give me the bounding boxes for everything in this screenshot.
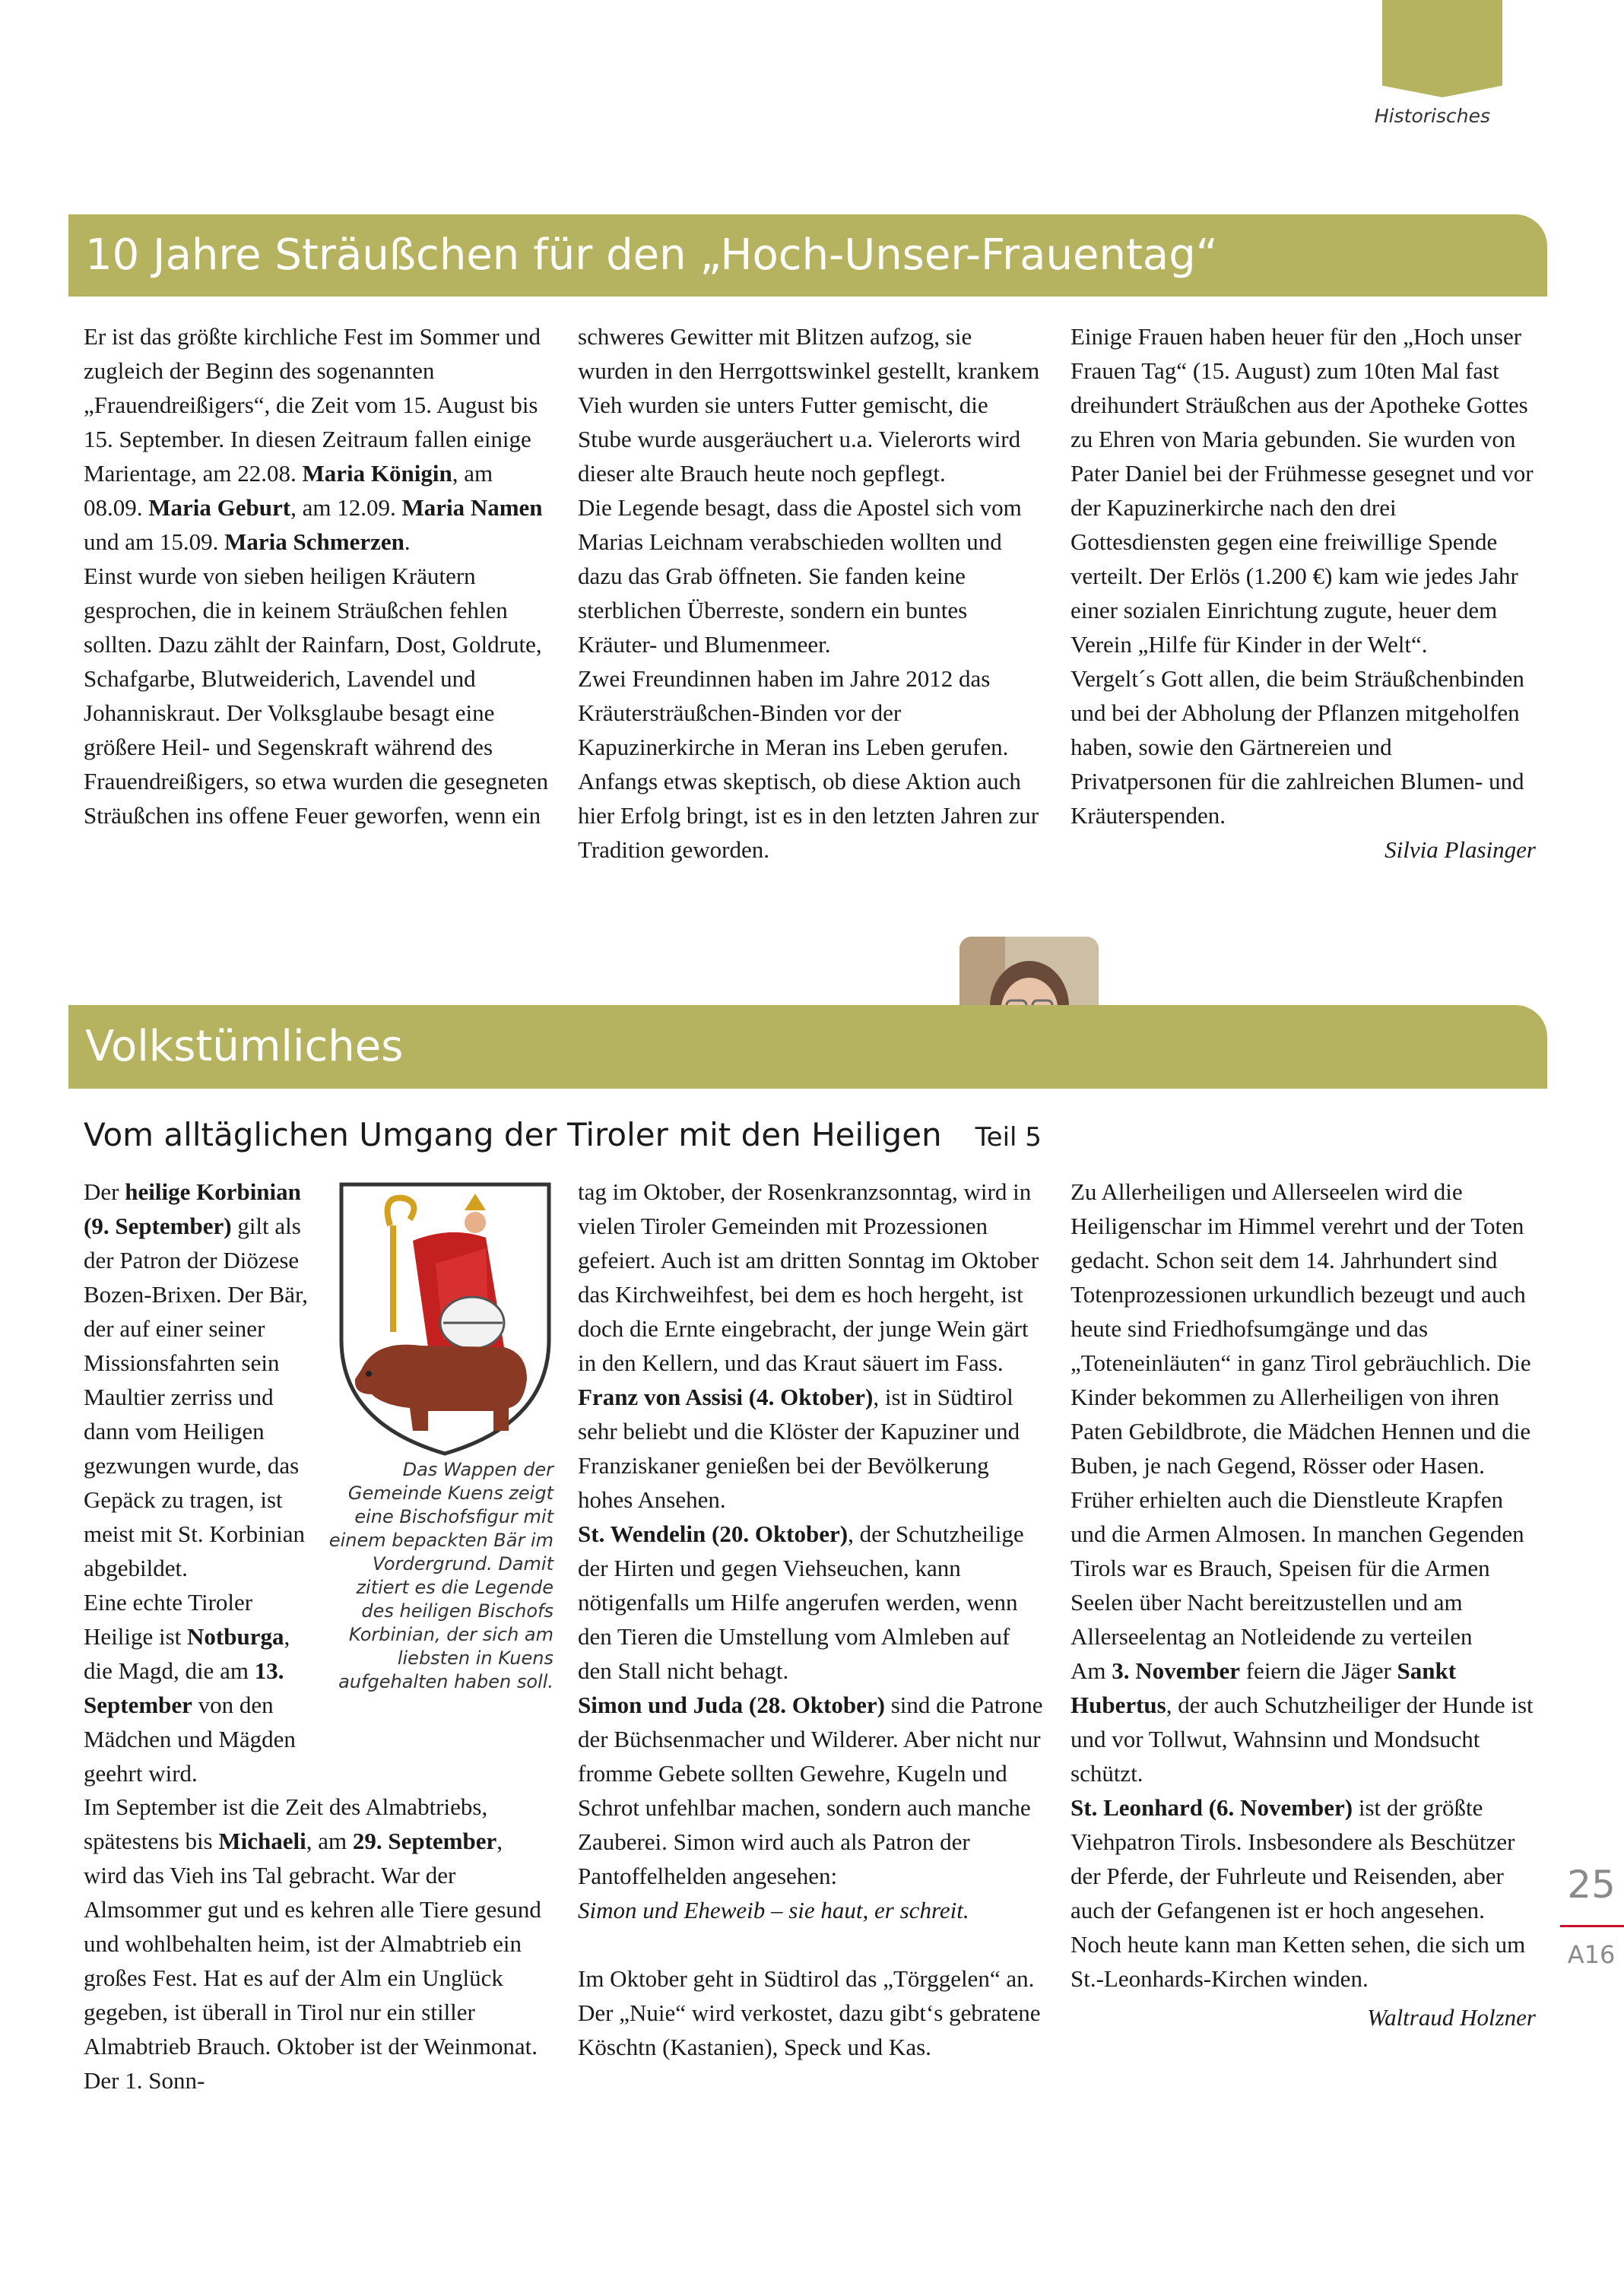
text-run: Einige Frauen haben heuer für den „Hoch unser Frauen Tag“ (15. August) zum 10ten Mal fast dreihundert Sträußchen aus der Apotheke Gottes zu Ehren von Maria gebunden. Sie wurden von Pater Daniel bei der Frühmesse gesegnet und vor der Kapuzinerkirche nach den drei Gottesdiensten gegen eine freiwillige Spende verteilt. Der Erlös (1.200 €) kam wie jedes Jahr einer sozialen Einrichtung zugute, heuer dem Verein „Hilfe für Kinder in der Welt“. — [1071, 323, 1534, 658]
article1-banner — [68, 214, 1547, 296]
coat-of-arms-caption: Das Wappen der Gemeinde Kuens zeigt eine Bischofsfigur mit einem bepackten Bär im Vordergrund. Damit zitiert es die Legende des heiligen Bischofs Korbinian, der sich am liebsten in Kuens aufgehalten haben soll. — [328, 1459, 553, 1692]
bold-run: heilige Korbinian (9. September) — [84, 1178, 301, 1239]
bold-run: 29. September — [352, 1828, 497, 1854]
text-run: , der Schutzheilige der Hirten und gegen Viehseuchen, kann nötigenfalls um Hilfe angerufen werden, wenn den Tieren die Umstellung vom Almleben auf den Stall nicht behagt. — [578, 1521, 1024, 1684]
text-run: Einst wurde von sieben heiligen Kräutern gesprochen, die in keinem Sträußchen fehlen sollten. Dazu zählt der Rainfarn, Dost, Goldrute, Schafgarbe, Blutweiderich, Lavendel und Johanniskraut. Der Volksglaube besagt eine größere Heil- und Segenskraft während des Frauendreißigers, so etwa wurden die gesegneten Sträußchen ins offene Feuer geworfen, wenn ein — [84, 563, 549, 829]
text-run: Im Oktober geht in Südtirol das „Törggelen“ an. Der „Nuie“ wird verkostet, dazu gibt‘s gebratene Köschtn (Kastanien), Speck und Kas. — [578, 1965, 1041, 2060]
bold-run: St. Leonhard (6. November) — [1071, 1794, 1353, 1821]
bold-run: 3. November — [1112, 1657, 1240, 1684]
bold-run: Michaeli — [218, 1828, 306, 1854]
text-run: sind die Patrone der Büchsenmacher und Wilderer. Aber nicht nur fromme Gebete sollten Gewehre, Kugeln und Schrot unfehlbar machen, sondern auch manche Zauberei. Simon wird auch als Patron der Pantoffelhelden angesehen: — [578, 1692, 1043, 1889]
article2-column-1-wide — [84, 1790, 549, 2098]
text-run: Der — [84, 1178, 125, 1205]
article1-signature: Silvia Plasinger — [1385, 836, 1536, 863]
text-run: und am 15.09. — [84, 528, 225, 555]
article1-column-2-text — [578, 319, 1043, 867]
bold-run: Franz von Assisi (4. Oktober) — [578, 1384, 874, 1410]
article2-title: Volkstümliches — [85, 1022, 404, 1071]
page-code: A16 — [1567, 1940, 1616, 1969]
article1-column-3-text — [1071, 319, 1536, 832]
text-run: Im September ist die Zeit des Almabtriebs, spätestens bis — [84, 1793, 488, 1854]
text-run: , der auch Schutzheiliger der Hunde ist und vor Tollwut, Wahnsinn und Mondsucht schützt. — [1071, 1692, 1534, 1787]
article2-column-2 — [578, 1175, 1043, 2064]
bold-run: Sankt Hubertus — [1071, 1657, 1457, 1718]
bold-run: Maria Namen — [401, 494, 543, 521]
bold-run: Maria Geburt — [148, 494, 291, 521]
text-run: ist der größte Viehpatron Tirols. Insbesondere als Beschützer der Pferde, der Fuhrleute und Reisenden, aber auch der Gefangenen ist er hoch angesehen. Noch heute kann man Ketten sehen, die sich um St.-Leonhards-Kirchen winden. — [1071, 1794, 1526, 1992]
text-run: Zwei Freundinnen haben im Jahre 2012 das Kräutersträußchen-Binden vor der Kapuzinerkirche in Meran ins Leben gerufen. Anfangs etwas skeptisch, ob diese Aktion auch hier Erfolg bringt, ist es in den letzten Jahren zur Tradition geworden. — [578, 665, 1039, 863]
header-tab — [1382, 0, 1502, 97]
text-run: Zu Allerheiligen und Allerseelen wird die Heiligenschar im Himmel verehrt und der Toten gedacht. Schon seit dem 14. Jahrhundert sind Totenprozessionen urkundlich bezeugt und auch heute sind Friedhofsumgänge und das „Toteneinläuten“ in ganz Tirol gebräuchlich. Die Kinder bekommen zu Allerheiligen von ihren Paten Gebildbrote, die Mädchen Hennen und die Buben, je nach Gegend, Rösser oder Hasen. Früher erhielten auch die Dienstleute Krapfen und die Armen Almosen. In manchen Gegenden Tirols war es Brauch, Speisen für die Armen Seelen über Nacht bereitzustellen und am Allerseelentag an Notleidende zu verteilen — [1071, 1178, 1531, 1650]
article2-column-2-text — [578, 1175, 1043, 2064]
text-run: , wird das Vieh ins Tal gebracht. War der Almsommer gut und es kehren alle Tiere gesund und wohlbehalten heim, ist der Almabtrieb ein großes Fest. Hat es auf der Alm ein Unglück gegeben, ist überall in Tirol nur ein stiller Almabtrieb Brauch. Oktober ist der Weinmonat. Der 1. Sonn- — [84, 1828, 541, 2094]
text-run: feiern die Jäger — [1239, 1657, 1397, 1684]
text-run: Vergelt´s Gott allen, die beim Sträußchenbinden und bei der Abholung der Pflanzen mitgeholfen haben, sowie den Gärtnereien und Privatpersonen für die zahlreichen Blumen- und Kräuterspenden. — [1071, 665, 1524, 829]
text-run: schweres Gewitter mit Blitzen aufzog, sie wurden in den Herrgottswinkel gestellt, krankem Vieh wurden sie unters Futter gemischt, die Stube wurde ausgeräuchert u.a. Vielerorts wird dieser alte Brauch heute noch gepflegt. — [578, 323, 1040, 487]
article2-subtitle: Vom alltäglichen Umgang der Tiroler mit den Heiligen — [84, 1116, 942, 1153]
bold-run: 13. September — [84, 1657, 284, 1718]
text-run: , die Magd, die am — [84, 1623, 290, 1684]
text-run: , am 12.09. — [290, 494, 402, 521]
bold-run: Simon und Juda (28. Oktober) — [578, 1692, 885, 1718]
coat-of-arms-kuens — [337, 1180, 553, 1457]
article1-column-1 — [84, 319, 549, 832]
article1-title: 10 Jahre Sträußchen für den „Hoch-Unser-Frauentag“ — [85, 230, 1218, 280]
article1-column-3 — [1071, 319, 1536, 867]
bold-run: Maria Königin — [302, 460, 452, 487]
text-run: , ist in Südtirol sehr beliebt und die Klöster der Kapuziner und Franziskaner genießen bei der Bevölkerung hohes Ansehen. — [578, 1384, 1020, 1513]
article2-column-1-narrow-text — [84, 1175, 323, 1790]
italic-run: Simon und Eheweib – sie haut, er schreit. — [578, 1897, 969, 1923]
text-run: Er ist das größte kirchliche Fest im Sommer und zugleich der Beginn des sogenannten „Frauendreißigers“, die Zeit vom 15. August bis 15. September. In diesen Zeitraum fallen einige Marientage, am 22.08. — [84, 323, 541, 487]
page-number: 25 — [1567, 1863, 1616, 1907]
text-run: , am 08.09. — [84, 460, 493, 521]
text-run: tag im Oktober, der Rosenkranzsonntag, wird in vielen Tiroler Gemeinden mit Prozessionen gefeiert. Auch ist am dritten Sonntag im Oktober das Kirchweihfest, bei dem es hoch hergeht, ist doch die Ernte eingebracht, der junge Wein gärt in den Kellern, und das Kraut säuert im Fass. — [578, 1178, 1039, 1376]
text-run: gilt als der Patron der Diözese Bozen-Brixen. Der Bär, der auf einer seiner Missionsfahrten sein Maultier zerriss und dann vom Heiligen gezwungen wurde, das Gepäck zu tragen, ist meist mit St. Korbinian abgebildet. — [84, 1213, 308, 1581]
article2-column-3-text — [1071, 1175, 1536, 1996]
article2-column-1-narrow — [84, 1175, 323, 1790]
bold-run: Notburga — [187, 1623, 284, 1650]
text-run: Am — [1071, 1657, 1112, 1684]
page-number-rule — [1560, 1925, 1624, 1927]
article2-part: Teil 5 — [975, 1122, 1042, 1153]
article1-column-2 — [578, 319, 1043, 867]
article2-column-1-wide-text — [84, 1790, 549, 2098]
text-run: von den Mädchen und Mägden geehrt wird. — [84, 1692, 296, 1787]
text-run: Die Legende besagt, dass die Apostel sich vom Marias Leichnam verabschieden wollten und dazu das Grab öffneten. Sie fanden keine sterblichen Überreste, sondern ein buntes Kräuter- und Blumenmeer. — [578, 494, 1022, 658]
article2-banner — [68, 1005, 1547, 1089]
text-run: , am — [306, 1828, 353, 1854]
text-run: Eine echte Tiroler Heilige ist — [84, 1589, 253, 1650]
article2-column-3 — [1071, 1175, 1536, 2034]
bold-run: Maria Schmerzen — [224, 528, 404, 555]
article2-signature: Waltraud Holzner — [1367, 2004, 1536, 2031]
section-label: Historisches — [1374, 105, 1490, 127]
bold-run: St. Wendelin (20. Oktober) — [578, 1521, 848, 1547]
article1-column-1-text — [84, 319, 549, 832]
article2-subheading — [84, 1116, 1042, 1153]
text-run: . — [404, 528, 411, 555]
